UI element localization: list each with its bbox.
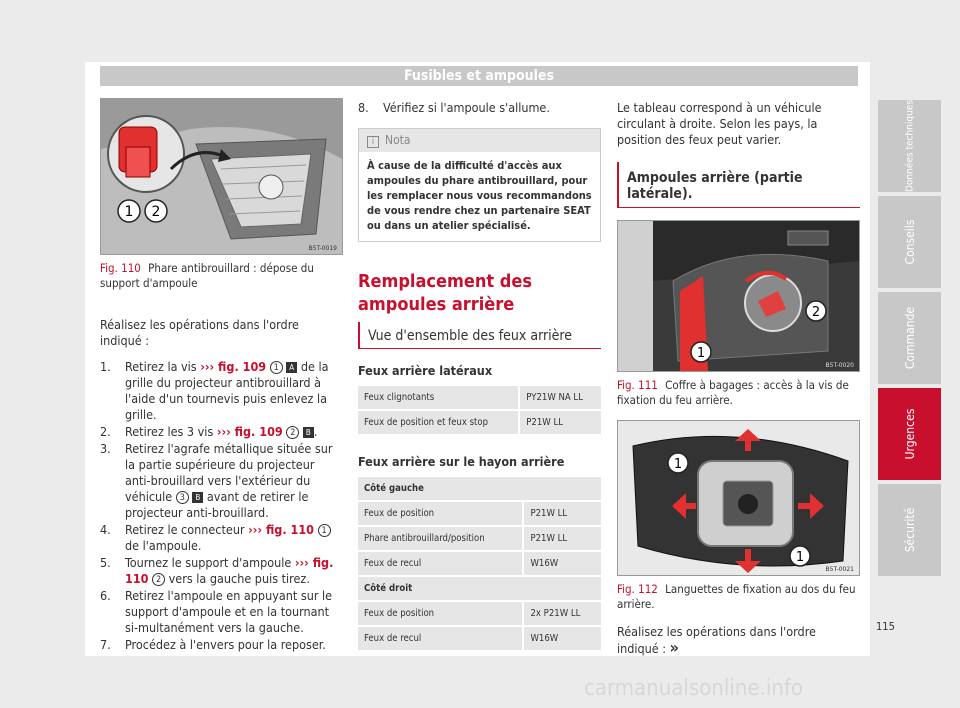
callout-ref: 1 bbox=[318, 524, 331, 537]
figure-number: Fig. 112 bbox=[617, 582, 658, 596]
note-header: i Nota bbox=[359, 129, 600, 152]
tab-securite[interactable]: Sécurité bbox=[878, 484, 941, 576]
figure-112 bbox=[617, 420, 860, 576]
column-3 bbox=[617, 98, 860, 657]
column-1 bbox=[100, 98, 343, 654]
callout-ref: 1 bbox=[270, 361, 283, 374]
note-box bbox=[358, 128, 601, 242]
figure-caption-text: Languettes de fixation au dos du feu arrière. bbox=[617, 582, 856, 611]
fog-light-illustration bbox=[101, 99, 342, 254]
tab-conseils[interactable]: Conseils bbox=[878, 196, 941, 288]
figure-110-caption bbox=[100, 261, 343, 291]
figure-link[interactable]: ››› fig. 109 bbox=[216, 424, 283, 439]
list-item: 8. Vérifiez si l'ampoule s'allume. bbox=[358, 100, 550, 115]
callout-1: 1 bbox=[673, 457, 683, 472]
callout-ref: 2 bbox=[152, 573, 165, 586]
figure-link[interactable]: ››› fig. 110 bbox=[248, 522, 314, 537]
callout-1: 1 bbox=[696, 346, 706, 361]
procedure-intro: Réalisez les opérations dans l'ordre indiqué : bbox=[100, 317, 299, 348]
page-number: 115 bbox=[876, 620, 895, 633]
table-row: Feux de recul W16W bbox=[358, 552, 601, 575]
callout-ref: 2 bbox=[286, 426, 299, 439]
bulb-table-tailgate bbox=[358, 475, 601, 652]
figure-code: B5T-0019 bbox=[308, 245, 337, 252]
table-row: Feux de position et feux stop P21W LL bbox=[358, 411, 601, 434]
figure-caption-text: Phare antibrouillard : dépose du support d'ampoule bbox=[100, 261, 314, 290]
trunk-illustration bbox=[618, 221, 859, 371]
page-header: Fusibles et ampoules bbox=[100, 66, 858, 86]
table-row: Feux de recul W16W bbox=[358, 627, 601, 650]
table-2-title: Feux arrière sur le hayon arrière bbox=[358, 454, 565, 469]
subsection-title: Vue d'ensemble des feux arrière bbox=[358, 322, 601, 349]
section-title: Remplacement des ampoules arrière bbox=[358, 271, 532, 315]
figure-link[interactable]: ››› fig. 110 bbox=[125, 555, 334, 586]
callout-ref: 3 bbox=[176, 491, 189, 504]
callout-1-second: 1 bbox=[795, 550, 805, 565]
list-item: 4. Retirez le connecteur ››› fig. 110 1 de l'ampoule. bbox=[100, 522, 343, 554]
list-item: 3. Retirez l'agrafe métallique située sur la partie supérieure du projecteur anti-brouillard vers l'extérieur du véhicule 3 B avant de retirer le projecteur anti-brouillard. bbox=[100, 441, 333, 520]
figure-code: B5T-0020 bbox=[825, 362, 854, 369]
list-item: 6. Retirez l'ampoule en appuyant sur le support d'ampoule et en la tournant si-multanément vers la gauche. bbox=[100, 588, 333, 635]
figure-link[interactable]: ››› fig. 109 bbox=[200, 359, 267, 374]
table-1-title: Feux arrière latéraux bbox=[358, 363, 493, 378]
callout-1: 1 bbox=[124, 204, 134, 220]
list-item: 2. Retirez les 3 vis ››› fig. 109 2 B . bbox=[100, 424, 318, 439]
section-heading: Ampoules arrière (partie latérale). bbox=[617, 162, 860, 208]
watermark: carmanualsonline.info bbox=[584, 676, 803, 701]
procedure-intro: Réalisez les opérations dans l'ordre indiqué : » bbox=[617, 624, 816, 657]
table-group-row: Côté droit bbox=[358, 577, 601, 600]
table-row: Feux de position P21W LL bbox=[358, 502, 601, 525]
callout-letter: A bbox=[286, 362, 297, 373]
continue-arrow-icon: » bbox=[669, 638, 679, 657]
figure-caption-text: Coffre à bagages : accès à la vis de fixation du feu arrière. bbox=[617, 378, 849, 407]
figure-number: Fig. 110 bbox=[100, 261, 141, 275]
intro-text: Le tableau correspond à un véhicule circulant à droite. Selon les pays, la position des feux peut varier. bbox=[617, 100, 822, 147]
table-row: Feux clignotants PY21W NA LL bbox=[358, 386, 601, 409]
column-2 bbox=[358, 98, 601, 652]
procedure-steps bbox=[100, 359, 343, 653]
list-item: 5. Tournez le support d'ampoule ››› fig. 110 2 vers la gauche puis tirez. bbox=[100, 555, 334, 586]
tab-urgences[interactable]: Urgences bbox=[878, 388, 941, 480]
table-row: Phare antibrouillard/position P21W LL bbox=[358, 527, 601, 550]
list-item: 1. Retirez la vis ››› fig. 109 1 A de la grille du projecteur antibrouillard à l'aide d'un tournevis puis enlevez la grille. bbox=[100, 359, 329, 422]
figure-111-caption bbox=[617, 378, 860, 408]
tab-commande[interactable]: Commande bbox=[878, 292, 941, 384]
callout-letter: B bbox=[303, 427, 314, 438]
figure-number: Fig. 111 bbox=[617, 378, 658, 392]
figure-112-caption bbox=[617, 582, 860, 612]
table-row: Feux de position 2x P21W LL bbox=[358, 602, 601, 625]
list-item: 7. Procédez à l'envers pour la reposer. bbox=[100, 637, 326, 652]
table-group-row: Côté gauche bbox=[358, 477, 601, 500]
chapter-tabs bbox=[878, 100, 941, 580]
callout-letter: B bbox=[192, 492, 203, 503]
note-text: À cause de la difficulté d'accès aux ampoules du phare antibrouillard, pour les remplacer nous vous recommandons de vous rendre chez un partenaire SEAT ou dans un atelier spécialisé. bbox=[367, 159, 592, 232]
figure-code: B5T-0021 bbox=[825, 566, 854, 573]
figure-111 bbox=[617, 220, 860, 372]
bulb-table-side bbox=[358, 384, 601, 436]
info-icon: i bbox=[367, 136, 379, 148]
callout-2: 2 bbox=[811, 305, 821, 320]
procedure-steps-continued bbox=[358, 100, 601, 116]
tail-light-back-illustration bbox=[618, 421, 859, 575]
callout-2: 2 bbox=[151, 204, 161, 220]
figure-110 bbox=[100, 98, 343, 255]
tab-donnees-techniques[interactable]: Données techniques bbox=[878, 100, 941, 192]
